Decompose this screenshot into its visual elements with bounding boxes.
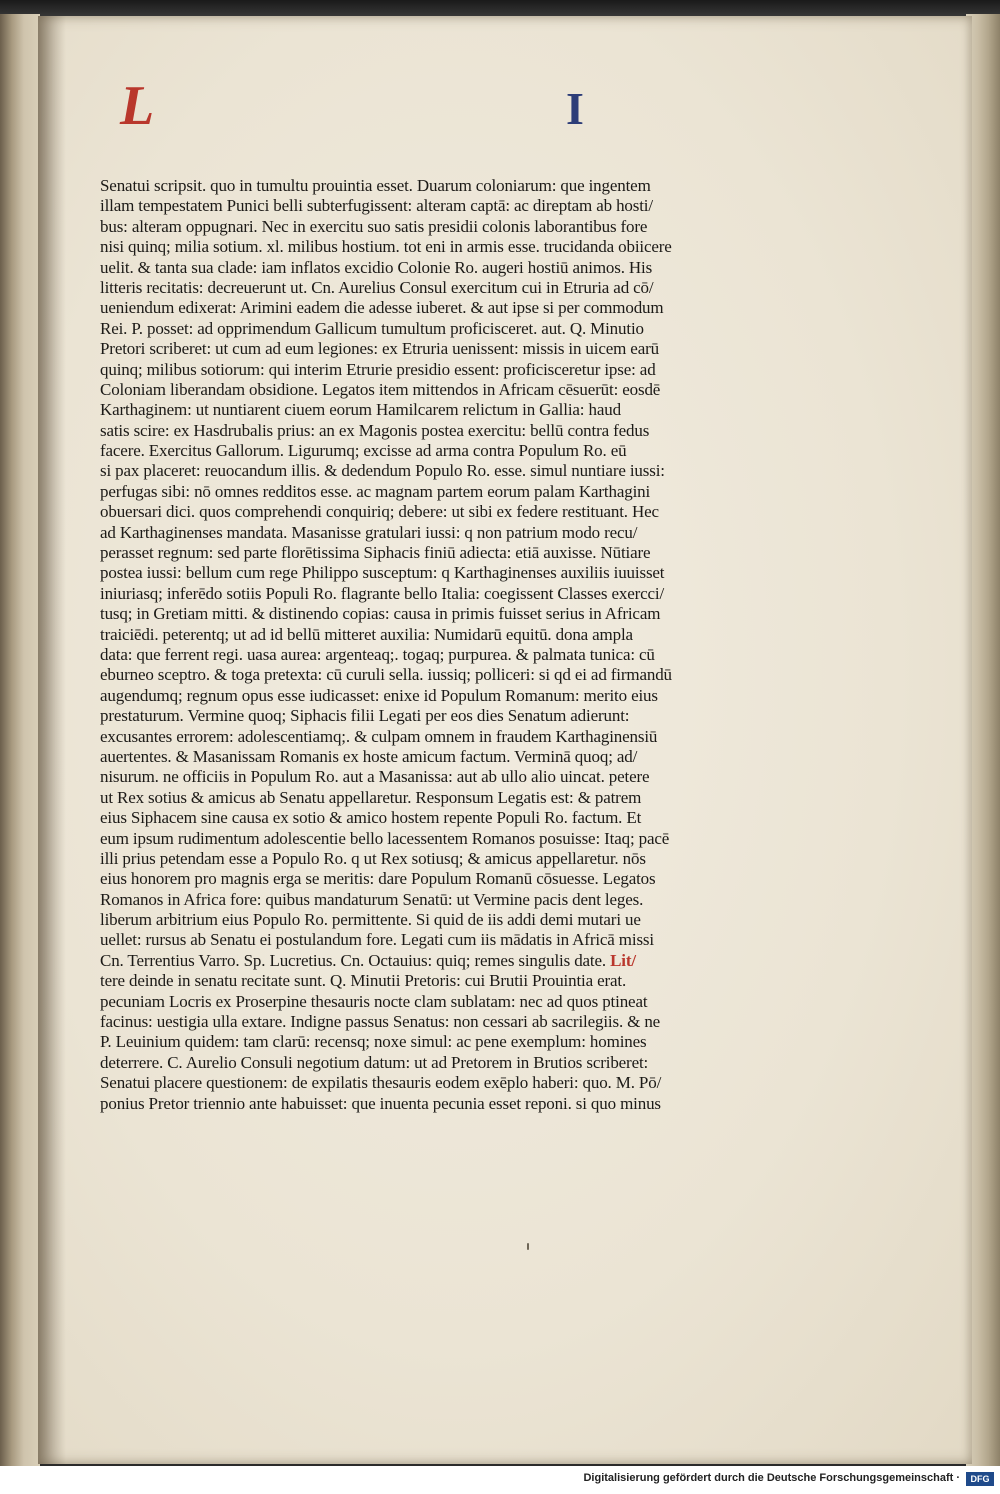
dfg-logo: DFG bbox=[966, 1472, 994, 1486]
red-guide-initial: L bbox=[120, 75, 155, 137]
text-line: Karthaginem: ut nuntiarent ciuem eorum Hamilcarem relictum in Gallia: haud bbox=[100, 400, 621, 420]
text-line: Romanos in Africa fore: quibus mandaturum Senatū: ut Vermine pacis dent leges. bbox=[100, 889, 644, 909]
blue-guide-initial: I bbox=[566, 83, 584, 134]
text-line: obuersari dici. quos comprehendi conquiriq; debere: ut sibi ex federe restituant. Hec bbox=[100, 502, 659, 522]
text-line: iniuriasq; inferēdo sotiis Populi Ro. flagrante bello Italia: coegissent Classes exercci/ bbox=[100, 583, 665, 603]
text-line: Cn. Terrentius Varro. Sp. Lucretius. Cn. Octauius: quiq; remes singulis date. Lit/ bbox=[100, 950, 636, 970]
text-line: bus: alteram oppugnari. Nec in exercitu suo satis presidii colonis laborantibus fore bbox=[100, 216, 648, 236]
text-line: Pretori scriberet: ut cum ad eum legiones: ex Etruria uenissent: missis in uicem earū bbox=[100, 339, 659, 359]
text-line: facinus: uestigia ulla extare. Indigne passus Senatus: non cessari ab sacrilegiis. & ne bbox=[100, 1012, 661, 1032]
text-line: ut Rex sotius & amicus ab Senatu appellaretur. Responsum Legatis est: & patrem bbox=[100, 787, 642, 807]
text-line: eius Siphacem sine causa ex sotio & amico hostem repente Populi Ro. factum. Et bbox=[100, 808, 642, 828]
body-text bbox=[100, 176, 704, 1114]
funding-credit: Digitalisierung gefördert durch die Deutsche Forschungsgemeinschaft · bbox=[583, 1472, 960, 1484]
text-line: si pax placeret: reuocandum illis. & dedendum Populo Ro. esse. simul nuntiare iussi: bbox=[100, 461, 665, 481]
text-line: perfugas sibi: nō omnes redditos esse. ac magnam partem eorum palam Karthagini bbox=[100, 481, 651, 501]
text-line: tusq; in Gretiam mitti. & distinendo copias: causa in primis fuisset serius in Africam bbox=[100, 604, 661, 624]
book-edge-left bbox=[0, 14, 40, 1468]
text-line: eburneo sceptro. & toga pretexta: cū curuli sella. iussiq; polliceri: si qd ei ad firmandū bbox=[100, 665, 672, 685]
text-line: ad Karthaginenses mandata. Masanisse gratulari iussi: q non patrium modo recu/ bbox=[100, 522, 638, 542]
text-line: liberum arbitrium eius Populo Ro. permittente. Si quid de iis addi demi mutari ue bbox=[100, 910, 641, 930]
gutter-shadow bbox=[38, 16, 66, 1464]
text-line: auertentes. & Masanissam Romanis ex hoste amicum factum. Verminā quoq; ad/ bbox=[100, 746, 638, 766]
text-line: P. Leuinium quidem: tam clarū: recensq; noxe simul: ac pene exemplum: homines bbox=[100, 1032, 647, 1052]
text-line: eius honorem pro magnis erga se meritis: dare Populum Romanū cōsuesse. Legatos bbox=[100, 869, 656, 889]
text-line: quinq; milibus sotiorum: qui interim Etrurie presidio essent: proficisceretur ipse: ad bbox=[100, 359, 656, 379]
text-line: nisurum. ne officiis in Populum Ro. aut a Masanissa: aut ab ullo alio uincat. petere bbox=[100, 767, 650, 787]
text-line: traiciēdi. peterentq; ut ad id bellū mitteret auxilia: Numidarū equitū. dona ampla bbox=[100, 624, 633, 644]
text-line: perasset regnum: sed parte florētissima Siphacis finiū adiecta: etiā auxisse. Nūtiare bbox=[100, 543, 651, 563]
text-line: uelit. & tanta sua clade: iam inflatos excidio Colonie Ro. augeri hostiū animos. His bbox=[100, 257, 653, 277]
text-line: litteris recitatis: decreuerunt ut. Cn. Aurelius Consul exercitum cui in Etruria ad cō/ bbox=[100, 277, 654, 297]
text-line: Rei. P. posset: ad opprimendum Gallicum tumultum proficisceret. aut. Q. Minutio bbox=[100, 318, 644, 338]
text-line: nisi quinq; milia sotium. xl. milibus hostium. tot eni in armis esse. trucidanda obiicere bbox=[100, 237, 672, 257]
text-line: deterrere. C. Aurelio Consuli negotium datum: ut ad Pretorem in Brutios scriberet: bbox=[100, 1052, 649, 1072]
text-line: prestaturum. Vermine quoq; Siphacis filii Legati per eos dies Senatum adierunt: bbox=[100, 706, 630, 726]
text-line: tere deinde in senatu recitate sunt. Q. Minutii Pretoris: cui Brutii Prouintia erat. bbox=[100, 971, 627, 991]
text-line: illam tempestatem Punici belli subterfugissent: alteram captā: ac direptam ab hosti/ bbox=[100, 196, 653, 216]
text-line: uellet: rursus ab Senatu ei postulandum fore. Legati cum iis mādatis in Africā missi bbox=[100, 930, 654, 950]
text-line: illi prius petendam esse a Populo Ro. q ut Rex sotiusq; & amicus appellaretur. nōs bbox=[100, 848, 646, 868]
paper-speck bbox=[527, 1243, 529, 1250]
rubric-mark: Lit/ bbox=[606, 950, 636, 970]
text-line: Senatui placere questionem: de expilatis thesauris eodem exēplo haberi: quo. M. Pō/ bbox=[100, 1073, 662, 1093]
text-line: facere. Exercitus Gallorum. Ligurumq; excisse ad arma contra Populum Ro. eū bbox=[100, 441, 627, 461]
text-line: satis scire: ex Hasdrubalis prius: an ex Magonis postea exercitu: bellū contra fedus bbox=[100, 420, 650, 440]
text-line: Senatui scripsit. quo in tumultu prouintia esset. Duarum coloniarum: que ingentem bbox=[100, 176, 651, 195]
text-line: excusantes errorem: adolescentiamq;. & culpam omnem in fraudem Karthaginensiū bbox=[100, 726, 658, 746]
text-line: ueniendum edixerat: Arimini eadem die adesse iuberet. & aut ipse si per commodum bbox=[100, 298, 664, 318]
text-line: augendumq; regnum opus esse iudicasset: enixe id Populum Romanum: merito eius bbox=[100, 685, 658, 705]
text-line: postea iussi: bellum cum rege Philippo susceptum: q Karthaginenses auxiliis iuuisset bbox=[100, 563, 665, 583]
text-line: data: que ferrent regi. uasa aurea: argenteaq;. togaq; purpurea. & palmata tunica: cū bbox=[100, 644, 655, 664]
text-line: pecuniam Locris ex Proserpine thesauris nocte clam sublatam: nec ad quos ptineat bbox=[100, 991, 648, 1011]
text-line: Coloniam liberandam obsidione. Legatos item mittendos in Africam cēsuerūt: eosdē bbox=[100, 379, 661, 399]
text-line: eum ipsum rudimentum adolescentie bello lacessentem Romanos posuisse: Itaq; pacē bbox=[100, 828, 670, 848]
text-line: ponius Pretor triennio ante habuisset: que inuenta pecunia esset reponi. si quo minus bbox=[100, 1093, 661, 1113]
